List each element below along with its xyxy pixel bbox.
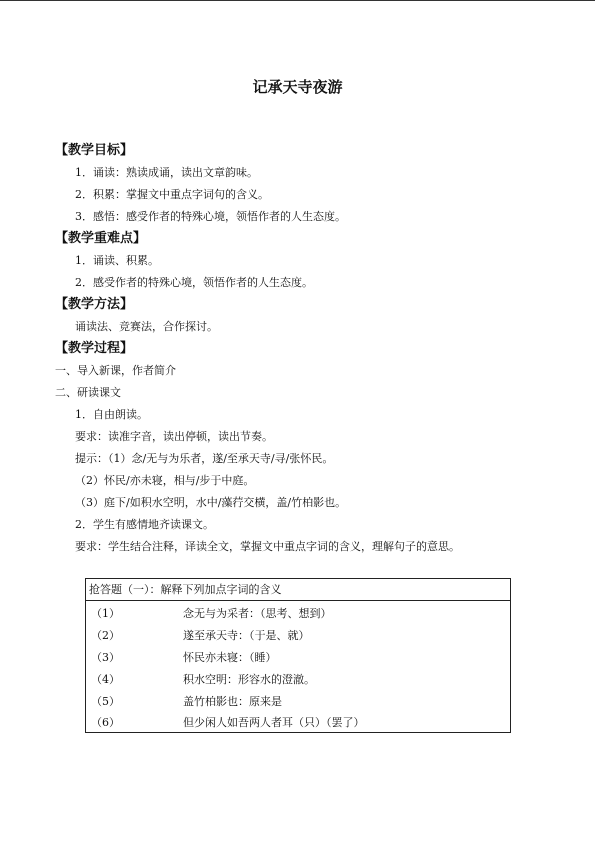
table-row	[86, 669, 510, 691]
page-top-border	[0, 0, 595, 1]
section-heading-process: 【教学过程】	[55, 341, 134, 356]
section-heading-goals: 【教学目标】	[55, 143, 134, 158]
process-requirement: 要求：学生结合注释，译读全文，掌握文中重点字词的含义，理解句子的意思。	[75, 540, 460, 553]
table-row	[86, 625, 510, 647]
quiz-row-text: 怀民亦未寝：（睡）	[183, 651, 277, 664]
method-item: 诵读法、竞赛法，合作探讨。	[75, 320, 218, 333]
process-substep: 1．自由朗读。	[75, 408, 148, 421]
process-step: 二、研读课文	[55, 386, 121, 399]
quiz-row-number: （3）	[91, 651, 120, 664]
document-title: 记承天寺夜游	[252, 78, 343, 96]
quiz-row-text: 盖竹柏影也：原来是	[183, 695, 282, 708]
quiz-row-text: 积水空明：形容水的澄澈。	[183, 673, 315, 686]
section-heading-methods: 【教学方法】	[55, 297, 134, 312]
goal-item: 1．诵读：熟读成诵，读出文章韵味。	[75, 166, 258, 179]
process-hint: （3）庭下/如积水空明，水中/藻荇交横，盖/竹柏影也。	[75, 496, 347, 509]
goal-item: 2．积累：掌握文中重点字词句的含义。	[75, 188, 269, 201]
process-hint: （2）怀民/亦未寝，相与/步于中庭。	[75, 474, 255, 487]
table-row	[86, 691, 510, 713]
process-step: 一、导入新课，作者简介	[55, 364, 176, 377]
quiz-row-text: 念无与为采者：（思考、想到）	[183, 607, 332, 620]
table-row	[86, 603, 510, 625]
quiz-table	[85, 578, 511, 733]
keypoint-item: 2．感受作者的特殊心境，领悟作者的人生态度。	[75, 276, 313, 289]
quiz-row-text: 但少闲人如吾两人者耳（只）（罢了）	[183, 716, 365, 729]
quiz-row-number: （4）	[91, 673, 120, 686]
quiz-row-number: （5）	[91, 695, 120, 708]
process-hint: 提示：（1）念/无与为乐者，遂/至承天寺/寻/张怀民。	[75, 452, 334, 465]
keypoint-item: 1．诵读、积累。	[75, 254, 159, 267]
process-substep: 2．学生有感情地齐读课文。	[75, 518, 214, 531]
quiz-header: 抢答题（一）：解释下列加点字词的含义	[86, 579, 510, 601]
goal-item: 3．感悟：感受作者的特殊心境，领悟作者的人生态度。	[75, 210, 346, 223]
quiz-row-text: 遂至承天寺：（于是、就）	[183, 629, 310, 642]
process-requirement: 要求：读准字音，读出停顿，读出节奏。	[75, 430, 273, 443]
table-row	[86, 647, 510, 669]
quiz-row-number: （1）	[91, 607, 120, 620]
quiz-row-number: （2）	[91, 629, 120, 642]
section-heading-keypoints: 【教学重难点】	[55, 231, 147, 246]
quiz-row-number: （6）	[91, 716, 120, 729]
table-row	[86, 712, 510, 734]
